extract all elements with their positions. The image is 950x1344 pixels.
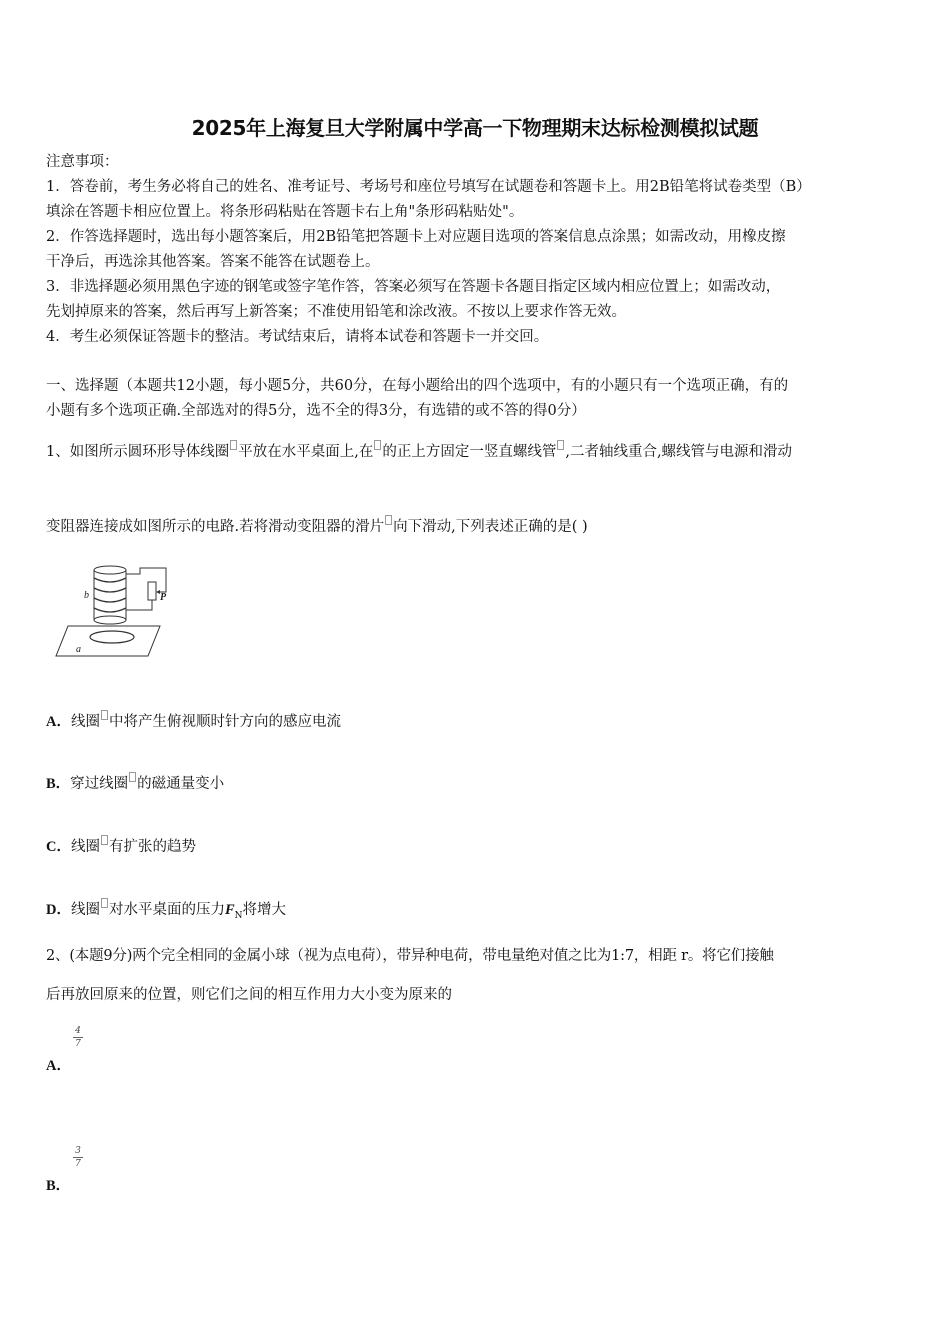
q1-text: 平放在水平桌面上,在	[238, 444, 374, 460]
q1-text: 向下滑动,下列表述正确的是( )	[393, 519, 588, 535]
notice-line: 3．非选择题必须用黑色字迹的钢笔或签字笔作答，答案必须写在答题卡各题目指定区域内相应位置上；如需改动，	[46, 279, 781, 295]
missing-glyph-icon	[101, 898, 108, 908]
q2-option-a[interactable]	[46, 1056, 71, 1076]
fraction-b	[72, 1146, 84, 1169]
notice-line: 填涂在答题卡相应位置上。将条形码粘贴在答题卡右上角"条形码粘贴处"。	[46, 204, 524, 220]
figure-label-a: a	[76, 644, 81, 655]
q2-text: 2、(本题9分)两个完全相同的金属小球（视为点电荷），带异种电荷，带电量绝对值之比为1:7，相距 r。将它们接触	[46, 948, 774, 964]
notice-line: 2．作答选择题时，选出每小题答案后，用2B铅笔把答题卡上对应题目选项的答案信息点涂黑；如需改动，用橡皮擦	[46, 229, 786, 245]
page-title: 2025年上海复旦大学附属中学高一下物理期末达标检测模拟试题	[191, 116, 759, 140]
option-letter: B．	[46, 1178, 71, 1194]
option-letter: B．	[46, 776, 71, 792]
missing-glyph-icon	[230, 440, 237, 450]
option-letter: D．	[46, 902, 71, 918]
question-2-line-2: 后再放回原来的位置，则它们之间的相互作用力大小变为原来的	[46, 987, 452, 1003]
notice-heading: 注意事项：	[46, 154, 119, 170]
q1-option-d[interactable]	[46, 898, 286, 926]
force-symbol: F	[224, 902, 235, 918]
figure-label-p: P	[160, 592, 167, 603]
missing-glyph-icon	[374, 440, 381, 450]
missing-glyph-icon	[101, 710, 108, 720]
notice-line: 4．考生必须保证答题卡的整洁。考试结束后，请将本试卷和答题卡一并交回。	[46, 329, 549, 345]
option-text: 中将产生俯视顺时针方向的感应电流	[108, 714, 341, 730]
q1-text: 变阻器连接成如图所示的电路.若将滑动变阻器的滑片	[46, 519, 385, 535]
option-letter: C．	[46, 839, 71, 855]
option-text: 线圈	[70, 902, 100, 918]
fraction-a	[72, 1026, 84, 1049]
force-subscript: N	[234, 910, 243, 921]
q1-option-b[interactable]	[46, 772, 224, 794]
notice-line: 先划掉原来的答案，然后再写上新答案；不准使用铅笔和涂改液。不按以上要求作答无效。	[46, 304, 626, 320]
option-text: 有扩张的趋势	[108, 839, 196, 855]
option-letter: A．	[46, 1058, 71, 1074]
option-letter: A．	[46, 714, 71, 730]
missing-glyph-icon	[557, 440, 564, 450]
section-heading-line-2: 小题有多个选项正确.全部选对的得5分，选不全的得3分，有选错的或不答的得0分）	[46, 403, 586, 419]
q1-text: 1、如图所示圆环形导体线圈	[46, 444, 230, 460]
q1-text: 的正上方固定一竖直螺线管	[382, 444, 557, 460]
section-heading-line-1: 一、选择题（本题共12小题，每小题5分，共60分，在每小题给出的四个选项中，有的小题只有一个选项正确，有的	[46, 378, 789, 394]
question-1-line-2	[46, 515, 588, 537]
option-text: 对水平桌面的压力	[108, 902, 225, 918]
option-text: 的磁通量变小	[137, 776, 225, 792]
q2-option-b[interactable]	[46, 1176, 70, 1196]
option-text: 线圈	[70, 839, 100, 855]
fraction-numerator: 3	[75, 1146, 81, 1156]
option-text: 线圈	[70, 714, 100, 730]
question-2-line-1	[46, 946, 774, 966]
missing-glyph-icon	[101, 835, 108, 845]
option-text: 将增大	[242, 902, 287, 918]
figure-label-b: b	[84, 590, 89, 601]
option-text: 穿过线圈	[70, 776, 129, 792]
fraction-numerator: 4	[75, 1026, 81, 1036]
q1-text: ,二者轴线重合,螺线管与电源和滑动	[565, 444, 793, 460]
solenoid-circuit-figure	[48, 560, 178, 660]
fraction-denominator: 7	[75, 1039, 81, 1049]
q1-option-c[interactable]	[46, 835, 196, 857]
missing-glyph-icon	[129, 772, 136, 782]
missing-glyph-icon	[385, 515, 392, 525]
fraction-denominator: 7	[75, 1159, 81, 1169]
notice-line: 干净后，再选涂其他答案。答案不能答在试题卷上。	[46, 254, 380, 270]
q1-option-a[interactable]	[46, 710, 341, 732]
notice-line: 1．答卷前，考生务必将自己的姓名、准考证号、考场号和座位号填写在试题卷和答题卡上。用2B铅笔将试卷类型（B）	[46, 179, 811, 195]
question-1-line-1	[46, 440, 792, 462]
